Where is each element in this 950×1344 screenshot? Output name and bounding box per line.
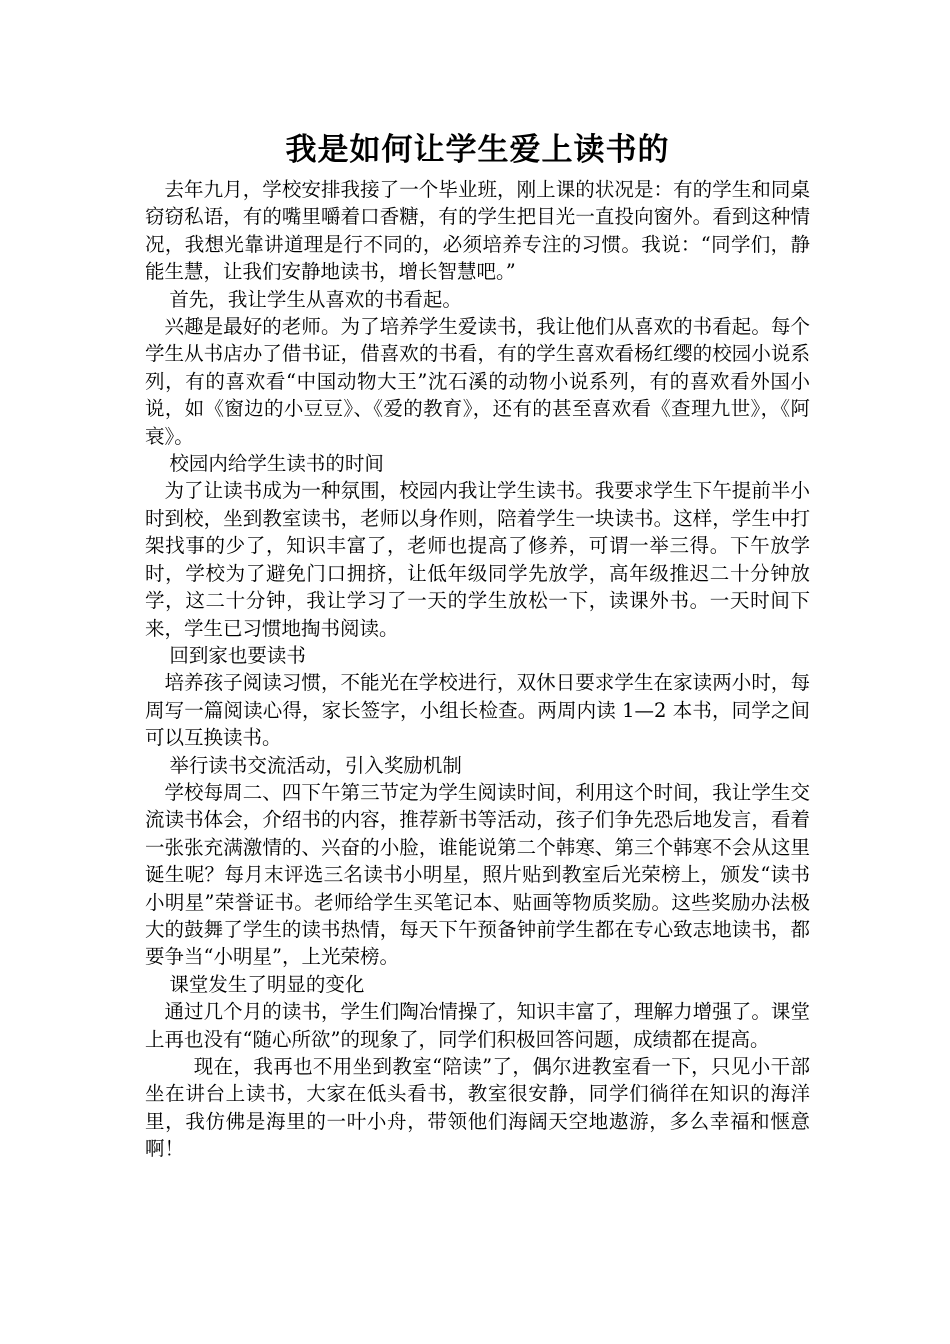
paragraph-interest: 兴趣是最好的老师。为了培养学生爱读书，我让他们从喜欢的书看起。每个学生从书店办了借书证，借喜欢的书看，有的学生喜欢看杨红缨的校园小说系列，有的喜欢看“中国动物大王”沈石溪的动物小说系列，有的喜欢看外国小说，如《窗边的小豆豆》、《爱的教育》，还有的甚至喜欢看《查理九世》，《阿衰》。 <box>145 315 810 448</box>
section-heading-classroom-change: 课堂发生了明显的变化 <box>169 972 365 996</box>
document-title: 我是如何让学生爱上读书的 <box>285 132 670 168</box>
section-heading-home-reading: 回到家也要读书 <box>169 643 306 667</box>
section-heading-favorite-books: 首先，我让学生从喜欢的书看起。 <box>169 287 462 311</box>
paragraph-intro: 去年九月，学校安排我接了一个毕业班，刚上课的状况是：有的学生和同桌窃窃私语，有的嘴里嚼着口香糖，有的学生把目光一直投向窗外。看到这种情况，我想光靠讲道理是行不同的，必须培养专注的习惯。我说：“同学们，静能生慧，让我们安静地读书，增长智慧吧。” <box>145 178 810 284</box>
section-heading-exchange-activities: 举行读书交流活动，引入奖励机制 <box>169 753 462 777</box>
paragraph-conclusion: 现在，我再也不用坐到教室“陪读”了，偶尔进教室看一下，只见小干部坐在讲台上读书，大家在低头看书，教室很安静，同学们徜徉在知识的海洋里，我仿佛是海里的一叶小舟，带领他们海阔天空地遨游，多么幸福和惬意啊！ <box>145 1055 810 1161</box>
paragraph-home-reading: 培养孩子阅读习惯，不能光在学校进行，双休日要求学生在家读两小时，每周写一篇阅读心得，家长签字，小组长检查。两周内读 1—2 本书，同学之间可以互换读书。 <box>145 671 810 750</box>
paragraph-school-reading: 为了让读书成为一种氛围，校园内我让学生读书。我要求学生下午提前半小时到校，坐到教室读书，老师以身作则，陪着学生一块读书。这样，学生中打架找事的少了，知识丰富了，老师也提高了修养，可谓一举三得。下午放学时，学校为了避免门口拥挤，让低年级同学先放学，高年级推迟二十分钟放学，这二十分钟，我让学习了一天的学生放松一下，读课外书。一天时间下来，学生已习惯地掏书阅读。 <box>145 479 810 640</box>
document-page <box>145 128 810 1163</box>
paragraph-exchange-activities: 学校每周二、四下午第三节定为学生阅读时间，利用这个时间，我让学生交流读书体会，介绍书的内容，推荐新书等活动，孩子们争先恐后地发言，看着一张张充满激情的、兴奋的小脸，谁能说第二个韩寒、第三个韩寒不会从这里诞生呢？每月末评选三名读书小明星，照片贴到教室后光荣榜上，颁发“读书小明星”荣誉证书。老师给学生买笔记本、贴画等物质奖励。这些奖励办法极大的鼓舞了学生的读书热情，每天下午预备钟前学生都在专心致志地读书，都要争当“小明星”，上光荣榜。 <box>145 780 810 969</box>
section-heading-school-reading-time: 校园内给学生读书的时间 <box>169 452 384 476</box>
paragraph-classroom-change: 通过几个月的读书，学生们陶冶情操了，知识丰富了，理解力增强了。课堂上再也没有“随心所欲”的现象了，同学们积极回答问题，成绩都在提高。 <box>145 1000 810 1051</box>
